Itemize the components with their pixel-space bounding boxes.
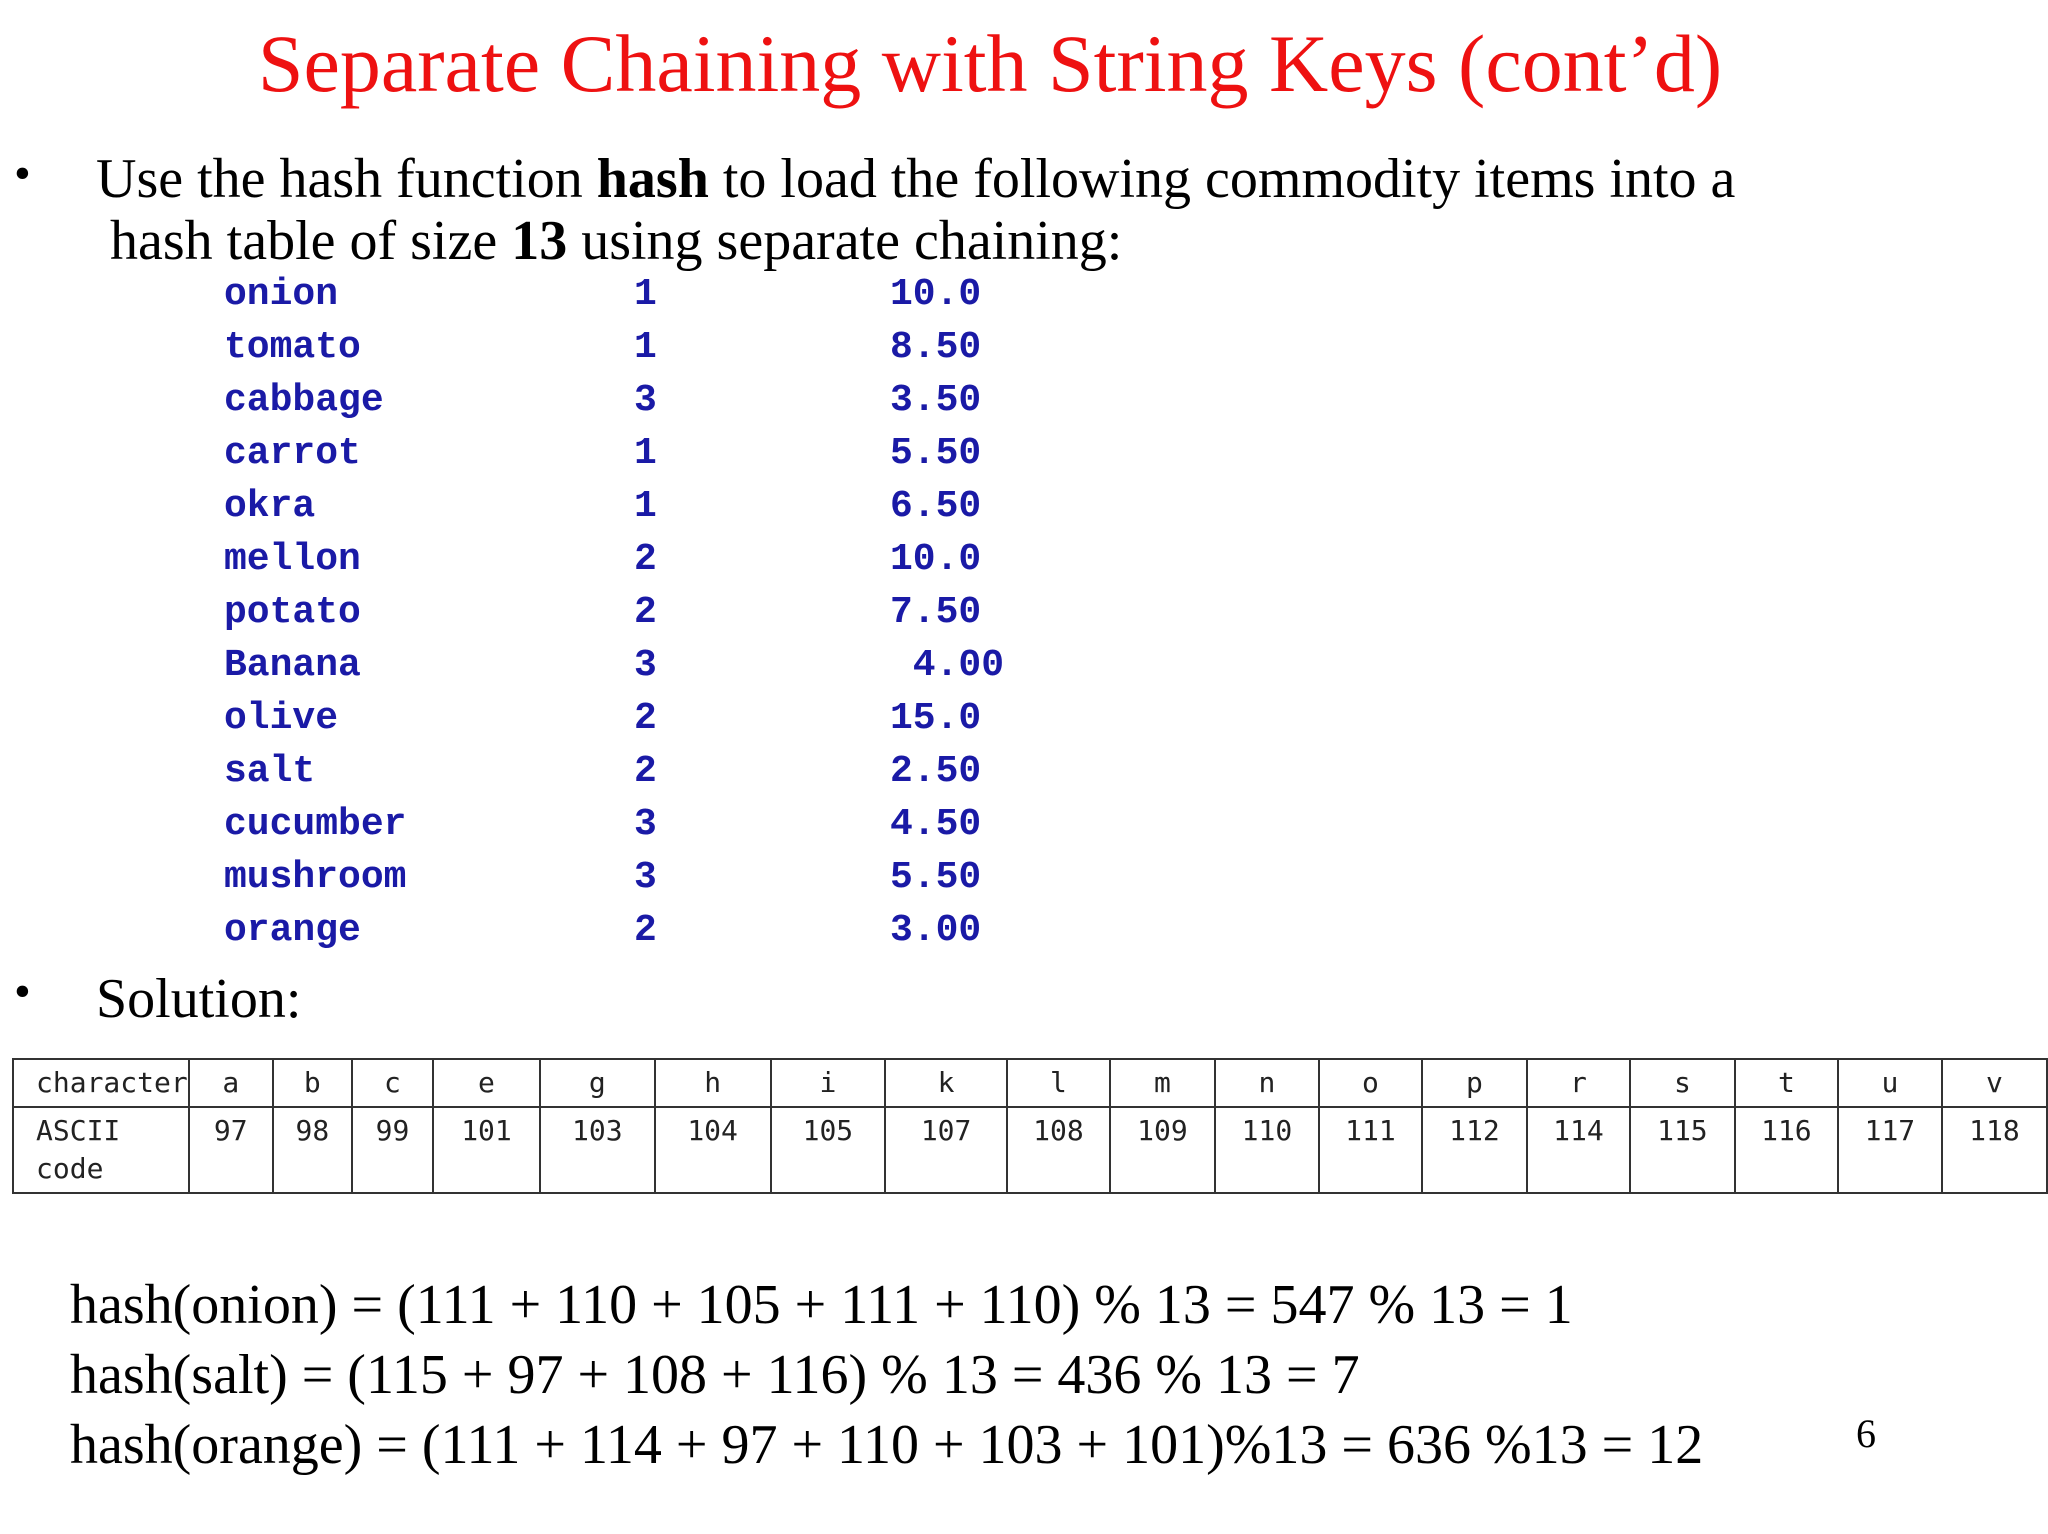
- item-name: orange: [224, 909, 361, 952]
- item-qty: 1: [634, 326, 657, 369]
- char-cell: g: [540, 1059, 655, 1107]
- intro-line2-c: using separate chaining:: [567, 210, 1123, 272]
- item-name: carrot: [224, 432, 361, 475]
- code-cell: 112: [1422, 1107, 1527, 1193]
- ascii-code-row: [13, 1107, 2047, 1193]
- intro-line1-c: to load the following commodity items into a: [708, 148, 1736, 210]
- code-cell: 98: [273, 1107, 352, 1193]
- formula-salt: hash(salt) = (115 + 97 + 108 + 116) % 13 = 436 % 13 = 7: [70, 1344, 1360, 1406]
- character-row: [13, 1059, 2047, 1107]
- item-qty: 3: [634, 379, 657, 422]
- ascii-header-line1: ASCII: [36, 1114, 121, 1147]
- code-cell: 103: [540, 1107, 655, 1193]
- item-price: 7.50: [890, 591, 982, 634]
- item-name: potato: [224, 591, 361, 634]
- char-cell: i: [771, 1059, 886, 1107]
- code-cell: 104: [655, 1107, 771, 1193]
- code-cell: 118: [1942, 1107, 2047, 1193]
- item-name: tomato: [224, 326, 361, 369]
- item-name: mushroom: [224, 856, 407, 899]
- code-cell: 114: [1527, 1107, 1630, 1193]
- code-cell: 116: [1735, 1107, 1838, 1193]
- solution-label: Solution:: [96, 968, 302, 1030]
- item-name: olive: [224, 697, 339, 740]
- char-cell: o: [1319, 1059, 1422, 1107]
- code-cell: 108: [1007, 1107, 1110, 1193]
- char-cell: p: [1422, 1059, 1527, 1107]
- item-name: salt: [224, 750, 316, 793]
- code-cell: 117: [1838, 1107, 1942, 1193]
- item-price: 5.50: [890, 432, 982, 475]
- char-cell: r: [1527, 1059, 1630, 1107]
- formula-orange: hash(orange) = (111 + 114 + 97 + 110 + 103 + 101)%13 = 636 %13 = 12: [70, 1414, 1704, 1476]
- char-cell: b: [273, 1059, 352, 1107]
- item-name: cabbage: [224, 379, 384, 422]
- item-qty: 1: [634, 273, 657, 316]
- item-price: 10.0: [890, 273, 982, 316]
- item-price: 3.50: [890, 379, 982, 422]
- char-cell: l: [1007, 1059, 1110, 1107]
- intro-line2-a: hash table of size: [110, 210, 512, 272]
- page-number: 6: [1856, 1411, 1876, 1456]
- intro-hash-word: hash: [596, 148, 709, 210]
- item-qty: 2: [634, 697, 657, 740]
- item-price: 2.50: [890, 750, 982, 793]
- item-qty: 1: [634, 485, 657, 528]
- char-cell: t: [1735, 1059, 1838, 1107]
- code-cell: 115: [1630, 1107, 1735, 1193]
- item-price: 15.0: [890, 697, 982, 740]
- char-cell: m: [1110, 1059, 1215, 1107]
- item-qty: 2: [634, 538, 657, 581]
- char-cell: a: [189, 1059, 273, 1107]
- bullet-marker-1: •: [14, 147, 31, 200]
- char-cell: u: [1838, 1059, 1942, 1107]
- item-qty: 3: [634, 803, 657, 846]
- intro-text: [96, 148, 1735, 272]
- char-cell: s: [1630, 1059, 1735, 1107]
- character-header: character: [13, 1059, 189, 1107]
- char-cell: e: [433, 1059, 540, 1107]
- item-price: 8.50: [890, 326, 982, 369]
- code-cell: 107: [885, 1107, 1007, 1193]
- item-name: onion: [224, 273, 339, 316]
- item-qty: 3: [634, 856, 657, 899]
- intro-table-size: 13: [511, 210, 568, 272]
- char-cell: n: [1215, 1059, 1319, 1107]
- slide-title: Separate Chaining with String Keys (cont’d): [257, 18, 1723, 109]
- ascii-code-header: [13, 1107, 189, 1193]
- item-price: 4.00: [890, 644, 1005, 687]
- item-price: 10.0: [890, 538, 982, 581]
- item-qty: 1: [634, 432, 657, 475]
- bullet-marker-2: •: [14, 965, 31, 1018]
- code-cell: 101: [433, 1107, 540, 1193]
- code-cell: 109: [1110, 1107, 1215, 1193]
- code-cell: 105: [771, 1107, 886, 1193]
- code-cell: 97: [189, 1107, 273, 1193]
- intro-line2: [96, 210, 1735, 272]
- char-cell: v: [1942, 1059, 2047, 1107]
- item-price: 6.50: [890, 485, 982, 528]
- ascii-header-line2: code: [36, 1152, 104, 1185]
- item-price: 5.50: [890, 856, 982, 899]
- char-cell: c: [352, 1059, 433, 1107]
- ascii-code-table: [12, 1058, 2048, 1194]
- item-name: mellon: [224, 538, 361, 581]
- intro-line1-a: Use the hash function: [96, 148, 597, 210]
- code-cell: 99: [352, 1107, 433, 1193]
- item-price: 3.00: [890, 909, 982, 952]
- item-qty: 2: [634, 750, 657, 793]
- item-name: okra: [224, 485, 316, 528]
- code-cell: 111: [1319, 1107, 1422, 1193]
- item-name: cucumber: [224, 803, 407, 846]
- char-cell: k: [885, 1059, 1007, 1107]
- item-qty: 3: [634, 644, 657, 687]
- hash-formulas: [70, 1270, 1703, 1480]
- formula-onion: hash(onion) = (111 + 110 + 105 + 111 + 110) % 13 = 547 % 13 = 1: [70, 1274, 1573, 1336]
- code-cell: 110: [1215, 1107, 1319, 1193]
- item-qty: 2: [634, 909, 657, 952]
- item-qty: 2: [634, 591, 657, 634]
- item-price: 4.50: [890, 803, 982, 846]
- char-cell: h: [655, 1059, 771, 1107]
- item-name: Banana: [224, 644, 361, 687]
